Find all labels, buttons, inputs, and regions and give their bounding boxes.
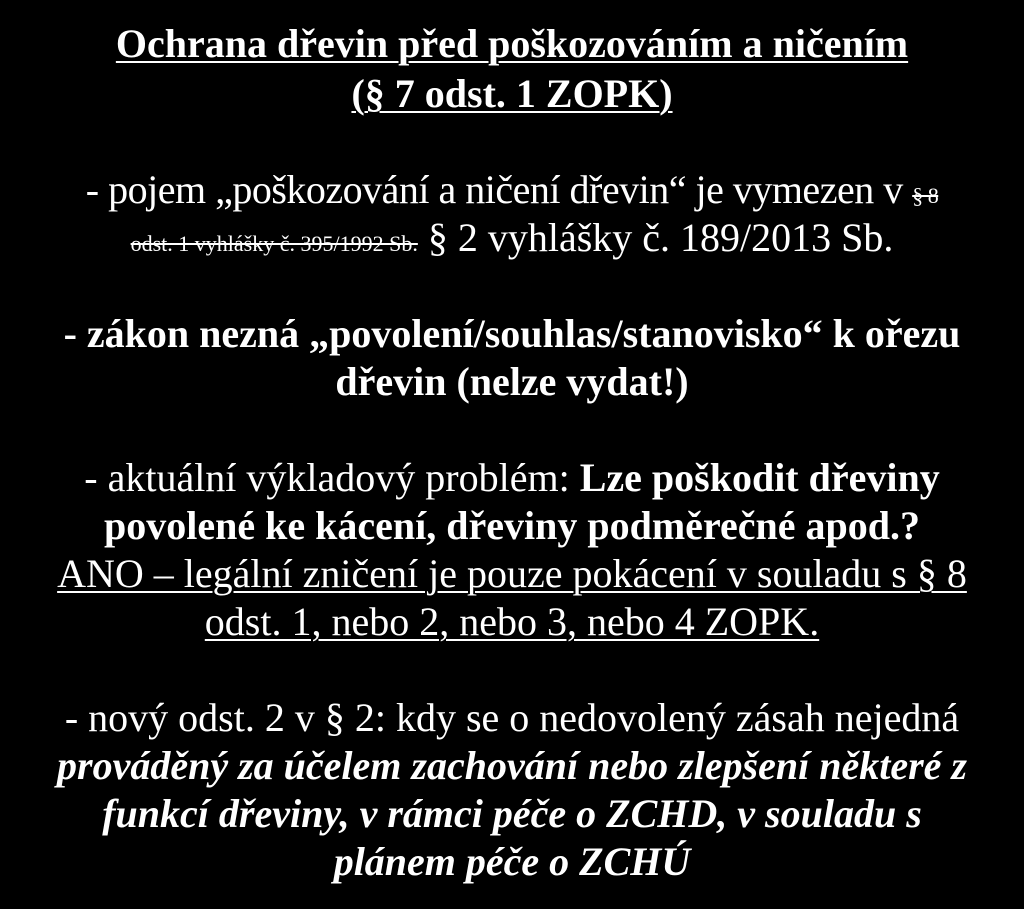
point-2-line-2 [0,358,1024,406]
point-4-line-4 [0,838,1024,886]
point-3-line-3 [0,550,1024,598]
slide-title-line-2 [0,70,1024,118]
point-3-line-4 [0,598,1024,646]
point-3-answer-1: ANO – legální zničení je pouze pokácení v souladu s § 8 [57,551,967,596]
point-4-text-4: plánem péče o ZCHÚ [333,839,691,884]
point-2-line-1 [0,310,1024,358]
point-3-line-2 [0,502,1024,550]
point-3-answer-2: odst. 1, nebo 2, nebo 3, nebo 4 ZOPK. [204,599,820,644]
point-1-text: - pojem „poškozování a ničení dřevin“ je vymezen v [85,167,903,212]
point-4-text-3: funkcí dřeviny, v rámci péče o ZCHD, v souladu s [102,791,922,836]
point-3-line-1 [0,454,1024,502]
point-2-text-1: - zákon nezná „povolení/souhlas/stanovisko“ k ořezu [63,311,961,356]
point-3-question-lead: - aktuální výkladový problém: [84,455,580,500]
new-reference: § 2 vyhlášky č. 189/2013 Sb. [417,215,894,260]
point-4-text-1: - nový odst. 2 v § 2: kdy se o nedovolený zásah nejedná [64,695,960,740]
struck-reference-1: § 8 [912,183,939,208]
slide-title-line-1 [0,20,1024,68]
point-3-question-rest: povolené ke kácení, dřeviny podměrečné apod.? [104,503,920,548]
point-4-line-3 [0,790,1024,838]
point-1-line-2 [0,214,1024,268]
struck-reference-2: odst. 1 vyhlášky č. 395/1992 Sb. [130,231,418,256]
point-2-text-2: dřevin (nelze vydat!) [335,359,689,404]
title-text-1: Ochrana dřevin před poškozováním a ničením [115,21,909,66]
point-4-text-2: prováděný za účelem zachování nebo zlepšení některé z [57,743,967,788]
point-4-line-1 [0,694,1024,742]
point-3-question-bold: Lze poškodit dřeviny [579,455,940,500]
point-1-line-1 [0,166,1024,220]
title-text-2: (§ 7 odst. 1 ZOPK) [351,71,673,116]
point-4-line-2 [0,742,1024,790]
